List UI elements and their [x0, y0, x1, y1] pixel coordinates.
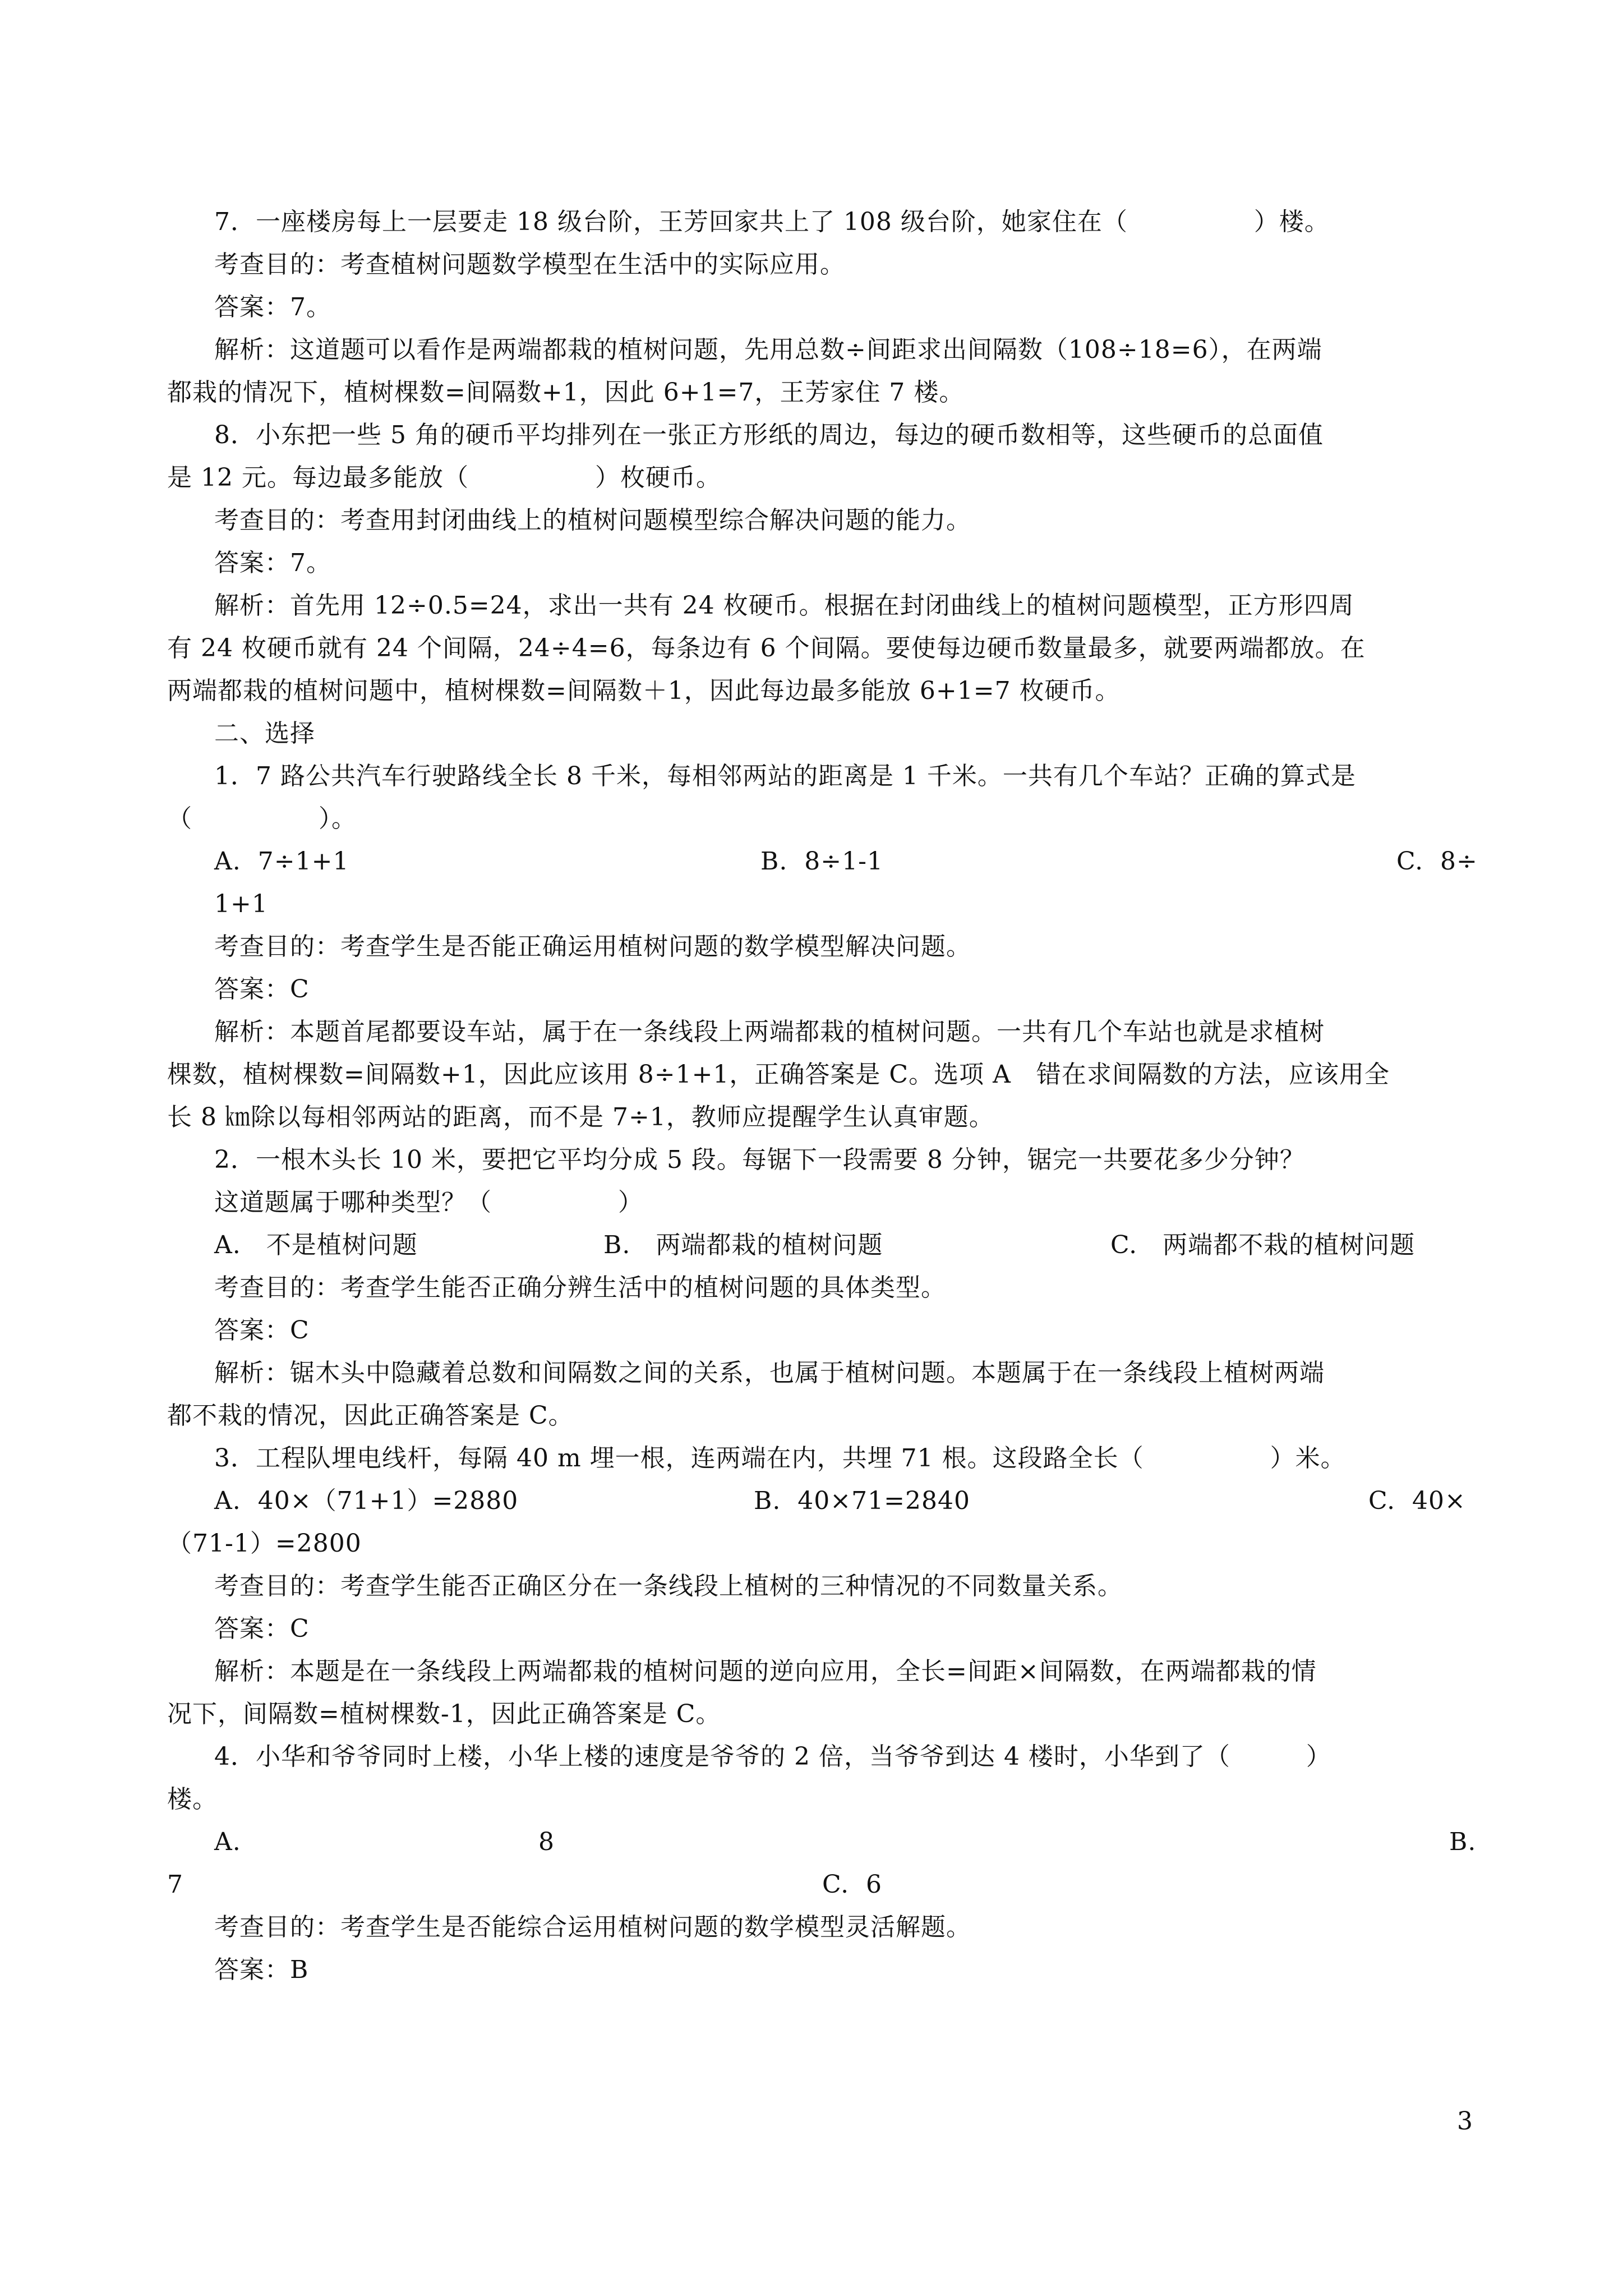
text-line: 答案：C [214, 1316, 310, 1345]
text-line: 是 12 元。每边最多能放（ ）枚硬币。 [167, 463, 721, 492]
text-line: 况下，间隔数=植树棵数-1，因此正确答案是 C。 [167, 1700, 721, 1728]
text-line: 答案：C [214, 1614, 310, 1643]
text-line: 都不栽的情况，因此正确答案是 C。 [167, 1401, 574, 1430]
text-line: 答案：C [214, 975, 310, 1004]
option-a: A. [214, 1828, 241, 1856]
text-line: 两端都栽的植树问题中，植树棵数=间隔数＋1，因此每边最多能放 6+1=7 枚硬币。 [167, 677, 1121, 705]
option-c: C. 两端都不栽的植树问题 [1110, 1231, 1415, 1259]
text-line: （ ）。 [167, 804, 357, 833]
text-line: 答案：B [214, 1955, 309, 1984]
option-c: C. 6 [822, 1870, 883, 1899]
text-line: 答案：7。 [214, 293, 331, 321]
text-line: 解析：首先用 12÷0.5=24，求出一共有 24 枚硬币。根据在封闭曲线上的植树问题模型，正方形四周 [214, 591, 1354, 620]
text-line: （71-1）=2800 [167, 1529, 362, 1558]
text-line: 棵数，植树棵数=间隔数+1，因此应该用 8÷1+1，正确答案是 C。选项 A 错在求间隔数的方法，应该用全 [167, 1060, 1390, 1089]
text-line: 考查目的：考查学生能否正确区分在一条线段上植树的三种情况的不同数量关系。 [214, 1572, 1123, 1600]
text-line: 都栽的情况下，植树棵数=间隔数+1，因此 6+1=7，王芳家住 7 楼。 [167, 378, 965, 407]
option-a-value: 8 [538, 1828, 555, 1856]
option-c: C. 40× [1368, 1487, 1466, 1515]
text-line: 考查目的：考查用封闭曲线上的植树问题模型综合解决问题的能力。 [214, 506, 971, 535]
text-line: 1．7 路公共汽车行驶路线全长 8 千米，每相邻两站的距离是 1 千米。一共有几个车站？正确的算式是 [214, 762, 1356, 790]
option-b-value: 7 [167, 1870, 183, 1899]
option-a: A. 不是植树问题 [214, 1231, 418, 1259]
option-b: B. [1449, 1828, 1477, 1856]
text-line: 2．一根木头长 10 米，要把它平均分成 5 段。每锯下一段需要 8 分钟，锯完一共要花多少分钟？ [214, 1145, 1305, 1174]
text-line: 这道题属于哪种类型？（ ） [214, 1188, 643, 1217]
text-line: 考查目的：考查植树问题数学模型在生活中的实际应用。 [214, 250, 845, 279]
text-line: 考查目的：考查学生是否能正确运用植树问题的数学模型解决问题。 [214, 932, 971, 961]
option-a: A. 7÷1+1 [214, 847, 349, 876]
text-line: 7．一座楼房每上一层要走 18 级台阶，王芳回家共上了 108 级台阶，她家住在（ ）楼。 [214, 208, 1330, 236]
option-c: C. 8÷ [1396, 847, 1478, 876]
option-b: B. 8÷1-1 [760, 847, 884, 876]
text-line: 有 24 枚硬币就有 24 个间隔，24÷4=6，每条边有 6 个间隔。要使每边硬币数量最多，就要两端都放。在 [167, 634, 1366, 662]
option-a: A. 40×（71+1）=2880 [214, 1487, 519, 1515]
page-number: 3 [1457, 2107, 1473, 2136]
text-line: 4．小华和爷爷同时上楼，小华上楼的速度是爷爷的 2 倍，当爷爷到达 4 楼时，小华到了（ ） [214, 1742, 1331, 1771]
text-line: 8．小东把一些 5 角的硬币平均排列在一张正方形纸的周边，每边的硬币数相等，这些硬币的总面值 [214, 421, 1324, 449]
text-line: 考查目的：考查学生是否能综合运用植树问题的数学模型灵活解题。 [214, 1913, 971, 1941]
text-line: 楼。 [167, 1785, 218, 1814]
text-line: 1+1 [214, 890, 268, 918]
option-b: B. 两端都栽的植树问题 [603, 1231, 883, 1259]
text-line: 3．工程队埋电线杆，每隔 40 m 埋一根，连两端在内，共埋 71 根。这段路全长（ ）米。 [214, 1444, 1346, 1473]
text-line: 考查目的：考查学生能否正确分辨生活中的植树问题的具体类型。 [214, 1273, 946, 1302]
section-heading: 二、选择 [214, 719, 315, 748]
text-line: 解析：这道题可以看作是两端都栽的植树问题，先用总数÷间距求出间隔数（108÷18=6），在两端 [214, 335, 1322, 364]
text-line: 解析：本题是在一条线段上两端都栽的植树问题的逆向应用，全长=间距×间隔数，在两端都栽的情 [214, 1657, 1317, 1686]
text-line: 长 8 ㎞除以每相邻两站的距离，而不是 7÷1，教师应提醒学生认真审题。 [167, 1103, 994, 1131]
text-line: 解析：本题首尾都要设车站，属于在一条线段上两端都栽的植树问题。一共有几个车站也就是求植树 [214, 1018, 1325, 1046]
text-line: 解析：锯木头中隐藏着总数和间隔数之间的关系，也属于植树问题。本题属于在一条线段上植树两端 [214, 1359, 1325, 1387]
text-line: 答案：7。 [214, 549, 331, 577]
option-b: B. 40×71=2840 [754, 1487, 970, 1515]
